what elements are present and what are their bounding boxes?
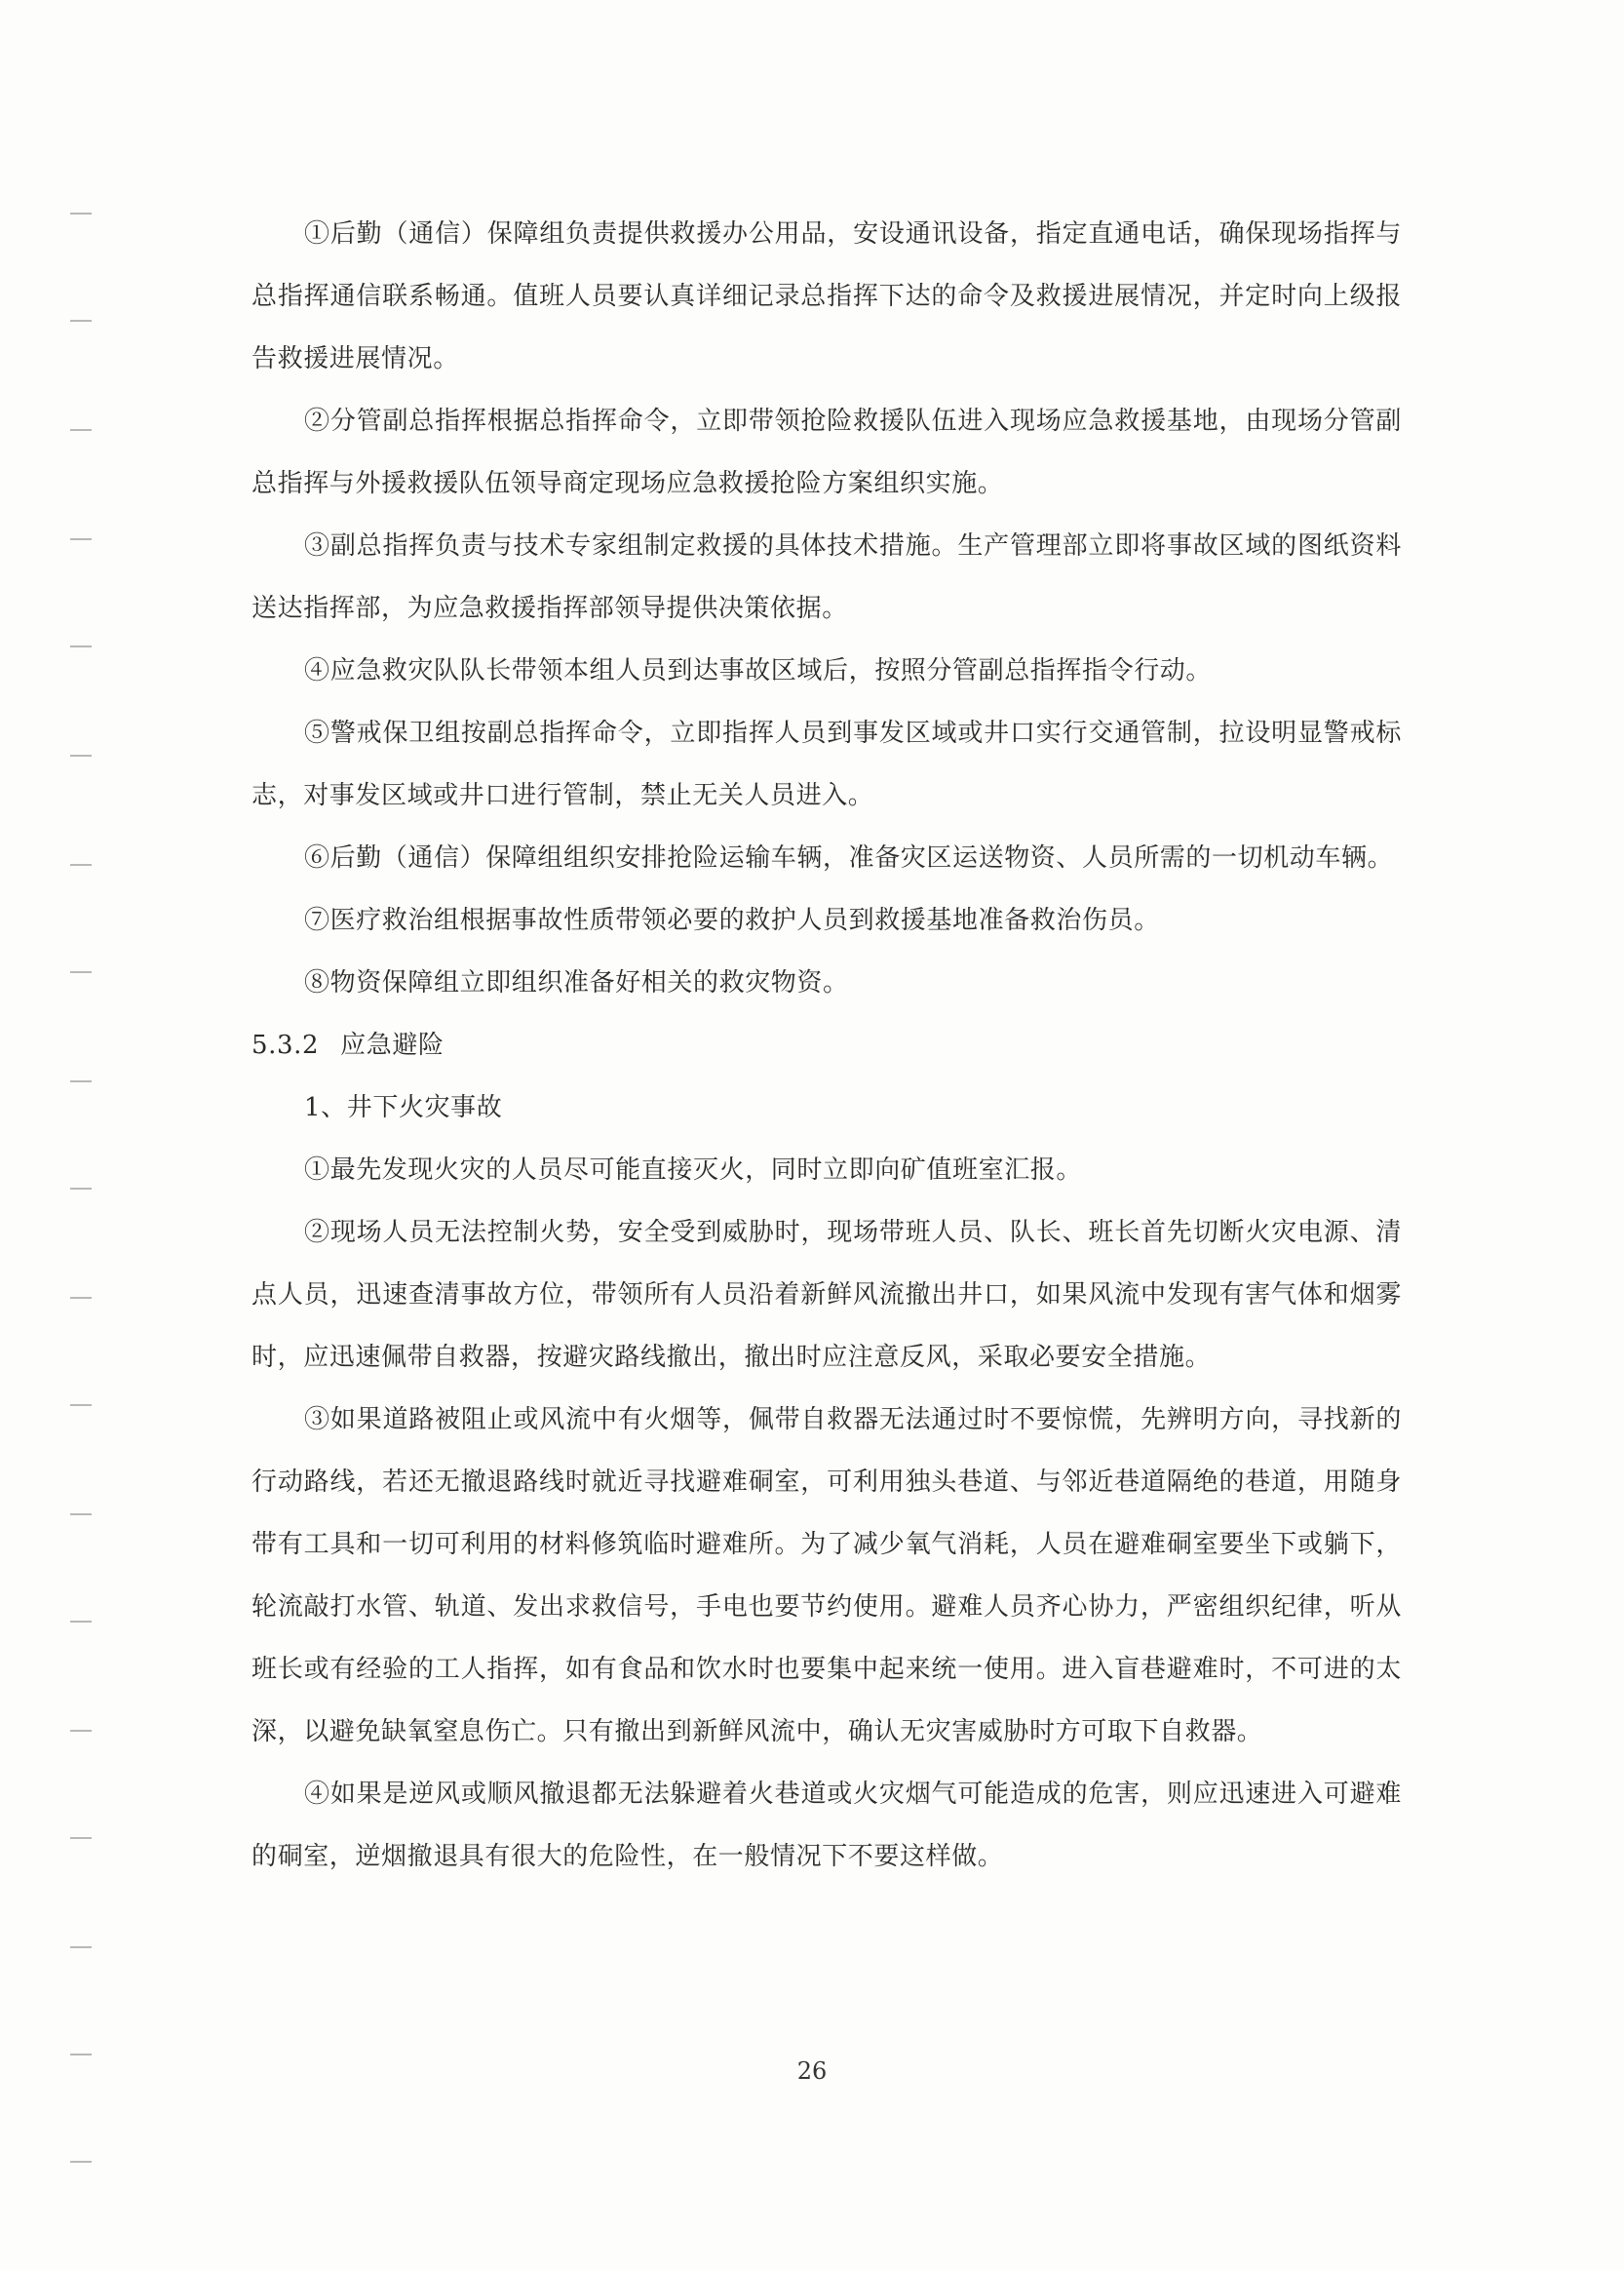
binding-mark [70, 1946, 92, 1948]
paragraph: ⑥后勤（通信）保障组组织安排抢险运输车辆，准备灾区运送物资、人员所需的一切机动车辆。 [304, 843, 1394, 873]
binding-mark [70, 2054, 92, 2055]
binding-mark [70, 213, 92, 215]
binding-mark [70, 320, 92, 322]
binding-mark [70, 2161, 92, 2163]
binding-mark [70, 1188, 92, 1190]
paragraph: ②分管副总指挥根据总指挥命令，立即带领抢险救援队伍进入现场应急救援基地，由现场分管副总指挥与外援救援队伍领导商定现场应急救援抢险方案组织实施。 [251, 407, 1402, 498]
paragraph: ①后勤（通信）保障组负责提供救援办公用品，安设通讯设备，指定直通电话，确保现场指挥与总指挥通信联系畅通。值班人员要认真详细记录总指挥下达的命令及救援进展情况，并定时向上级报告救援进展情况。 [251, 219, 1402, 373]
binding-mark [70, 429, 92, 431]
binding-mark [70, 864, 92, 866]
binding-mark [70, 755, 92, 757]
binding-mark [70, 1404, 92, 1406]
binding-mark [70, 971, 92, 973]
binding-mark [70, 1513, 92, 1515]
paragraph: ③副总指挥负责与技术专家组制定救援的具体技术措施。生产管理部立即将事故区域的图纸资料送达指挥部，为应急救援指挥部领导提供决策依据。 [251, 531, 1402, 623]
binding-mark [70, 646, 92, 647]
paragraph: ④如果是逆风或顺风撤退都无法躲避着火巷道或火灾烟气可能造成的危害，则应迅速进入可避难的硐室，逆烟撤退具有很大的危险性，在一般情况下不要这样做。 [251, 1780, 1402, 1871]
paragraph: ⑤警戒保卫组按副总指挥命令，立即指挥人员到事发区域或井口实行交通管制，拉设明显警戒标志，对事发区域或井口进行管制，禁止无关人员进入。 [251, 719, 1402, 810]
paragraph: ③如果道路被阻止或风流中有火烟等，佩带自救器无法通过时不要惊慌，先辨明方向，寻找新的行动路线，若还无撤退路线时就近寻找避难硐室，可利用独头巷道、与邻近巷道隔绝的巷道，用随身带有工具和一切可利用的材料修筑临时避难所。为了减少氧气消耗，人员在避难硐室要坐下或躺下，轮流敲打水管、轨道、发出求救信号，手电也要节约使用。避难人员齐心协力，严密组织纪律，听从班长或有经验的工人指挥，如有食品和饮水时也要集中起来统一使用。进入盲巷避难时，不可进的太深，以避免缺氧窒息伤亡。只有撤出到新鲜风流中，确认无灾害威胁时方可取下自救器。 [251, 1405, 1402, 1746]
binding-mark [70, 1730, 92, 1732]
section-title: 应急避险 [340, 1031, 445, 1060]
binding-mark [70, 1080, 92, 1082]
page-number: 26 [796, 2057, 828, 2085]
paragraph: ④应急救灾队队长带领本组人员到达事故区域后，按照分管副总指挥指令行动。 [304, 656, 1213, 685]
subsection-heading: 1、井下火灾事故 [304, 1093, 503, 1122]
paragraph: ⑧物资保障组立即组织准备好相关的救灾物资。 [304, 968, 849, 998]
paragraph: ⑦医疗救治组根据事故性质带领必要的救护人员到救援基地准备救治伤员。 [304, 906, 1160, 935]
paragraph: ①最先发现火灾的人员尽可能直接灭火，同时立即向矿值班室汇报。 [304, 1155, 1083, 1185]
section-number: 5.3.2 [251, 1031, 320, 1060]
binding-mark [70, 1621, 92, 1623]
document-body [251, 203, 1402, 1888]
binding-mark [70, 1837, 92, 1839]
section-heading [251, 1014, 1402, 1076]
binding-mark [70, 1297, 92, 1299]
binding-mark [70, 538, 92, 540]
paragraph: ②现场人员无法控制火势，安全受到威胁时，现场带班人员、队长、班长首先切断火灾电源、清点人员，迅速查清事故方位，带领所有人员沿着新鲜风流撤出井口，如果风流中发现有害气体和烟雾时，应迅速佩带自救器，按避灾路线撤出，撤出时应注意反风，采取必要安全措施。 [251, 1218, 1402, 1372]
binding-hole-marks [60, 0, 99, 2270]
